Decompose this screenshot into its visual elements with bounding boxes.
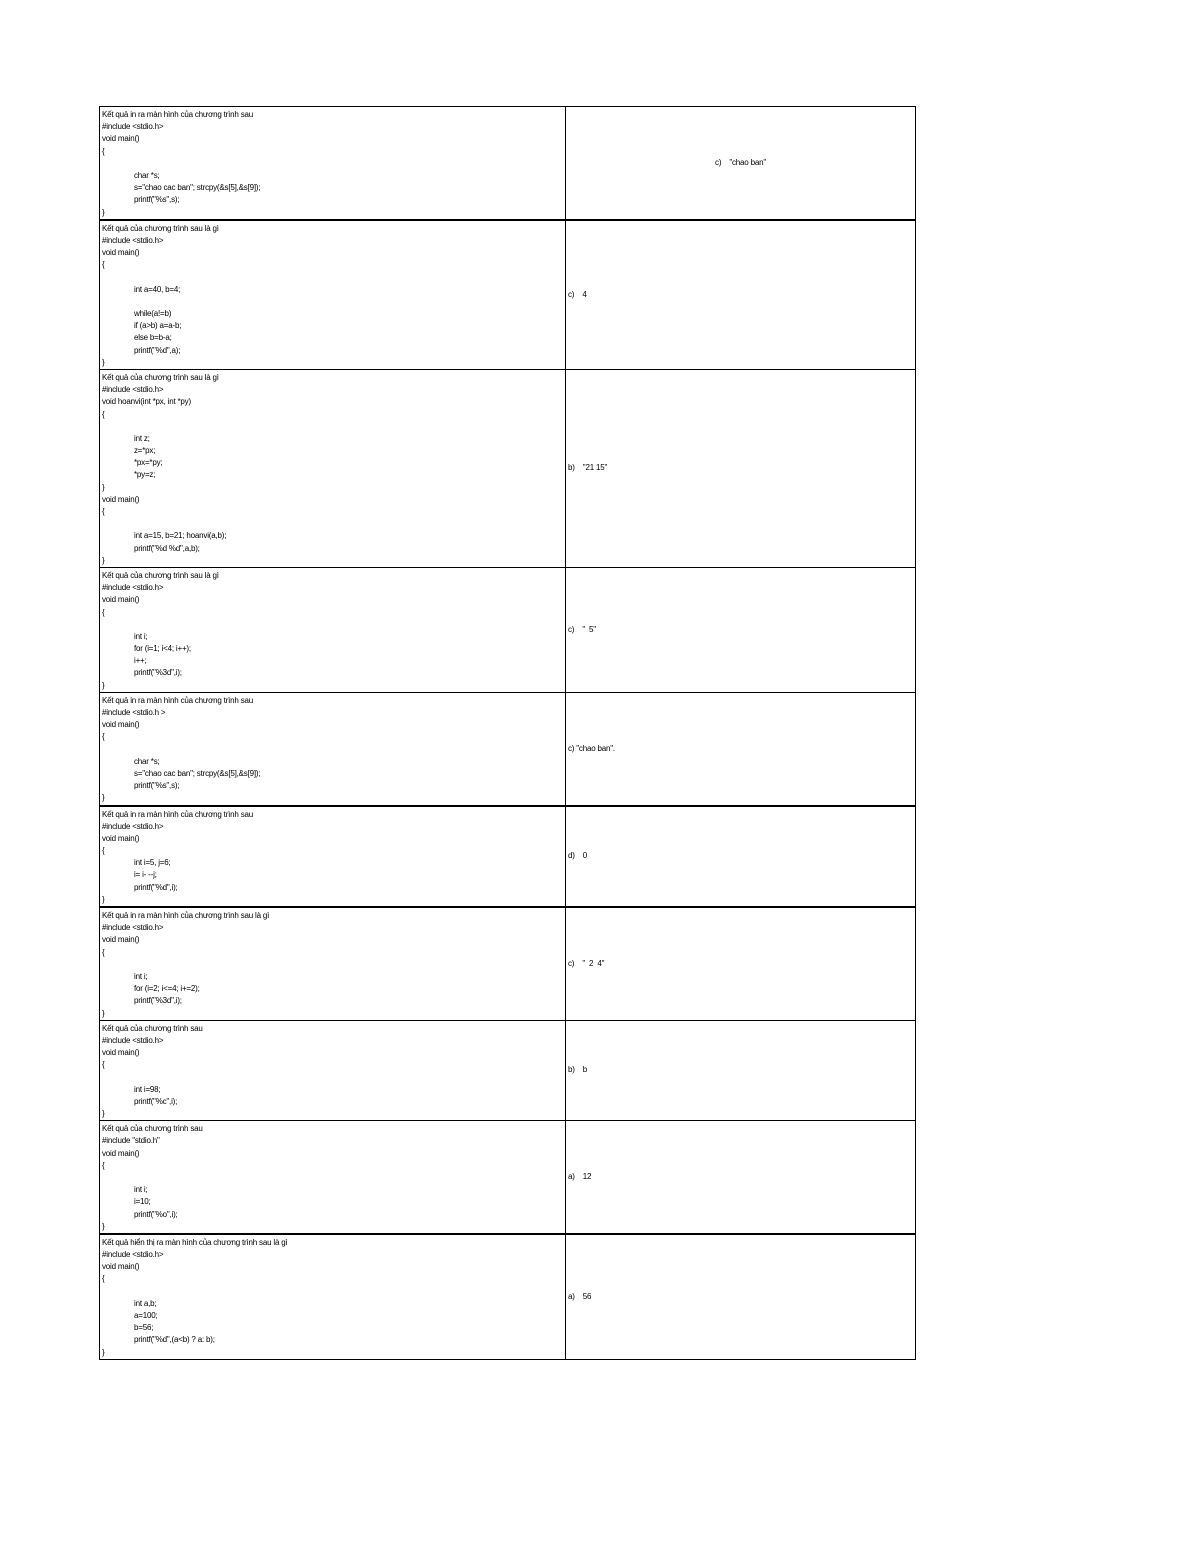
question-cell [100,220,566,370]
code-line: void main() [102,134,140,144]
code-line: { [102,507,105,516]
code-block [100,1235,565,1359]
code-block [100,568,565,692]
code-block [100,107,565,219]
code-line: } [102,357,105,367]
question-row [100,907,916,1020]
code-line: } [102,1221,105,1231]
question-cell [100,107,566,220]
question-row [100,567,916,692]
code-line: void main() [102,1262,140,1272]
question-row [100,1234,916,1359]
code-line: } [102,1347,105,1357]
question-title: Kết quả in ra màn hình của chương trình sau [102,110,253,119]
code-line: printf("%o",i); [134,1209,178,1219]
question-row [100,1020,916,1121]
question-cell [100,806,566,908]
code-line: i++; [134,656,147,666]
code-line: } [102,1008,105,1018]
code-line: } [102,555,105,565]
question-title: Kết quả của chương trình sau là gì [102,372,219,382]
answer-text: a) 56 [568,1291,592,1301]
code-line: else b=b-a; [134,333,172,343]
code-line: #include <stdio.h> [102,1250,164,1260]
question-cell [100,1020,566,1121]
question-title: Kết quả in ra màn hình của chương trình sau [102,809,253,819]
code-block [100,693,565,805]
code-line: { [102,607,105,617]
code-line: for (i=1; i<4; i++); [134,644,191,654]
code-line: int i; [134,1185,148,1195]
question-row [100,1121,916,1234]
code-line [102,158,563,170]
code-line: *px=*py; [134,458,163,468]
question-cell [100,567,566,692]
code-line: int i=5, j=6; [134,858,171,868]
code-line: int i; [134,971,148,981]
question-cell [100,369,566,567]
answer-cell [566,907,916,1020]
code-line: { [102,732,105,742]
code-line: #include <stdio.h > [102,708,166,717]
code-line: } [102,680,105,690]
code-block [100,1021,565,1121]
answer-text: c) " 5" [568,624,596,634]
question-row [100,806,916,908]
code-line: i= i- --j; [134,870,157,880]
answer-text: c) 4 [568,289,587,299]
code-line: { [102,1160,105,1170]
question-title: Kết quả của chương trình sau là gì [102,223,219,233]
code-line: } [102,1109,105,1118]
code-line: printf("%s",s); [134,195,180,205]
code-line: printf("%3d",i); [134,668,182,678]
code-line: { [102,1274,105,1284]
code-line: while(a!=b) [134,309,172,318]
code-line: for (i=2; i<=4; i+=2); [134,984,200,994]
code-line: { [102,260,105,270]
question-row [100,369,916,567]
code-line: #include <stdio.h> [102,235,164,245]
answer-text: d) 0 [568,851,588,861]
code-line: } [102,793,105,803]
code-line: void main() [102,1048,140,1058]
question-cell [100,1234,566,1359]
code-line: { [102,947,105,957]
code-line: int a=15, b=21; hoanvi(a,b); [134,531,227,541]
answer-text: c) "chao ban" [715,157,766,167]
question-row [100,692,916,805]
code-line: void main() [102,494,140,504]
code-line: printf("%d",(a<b) ? a: b); [134,1335,215,1345]
question-title: Kết quả của chương trình sau [102,1124,203,1134]
code-line [102,1286,563,1298]
code-line: #include "stdio.h" [102,1136,160,1146]
code-line: printf("%d %d",a,b); [134,543,200,553]
code-block [100,370,565,567]
code-line: void main() [102,935,140,945]
code-block [100,807,565,907]
code-line: } [102,482,105,492]
code-line [102,518,563,530]
question-title: Kết quả của chương trình sau [102,1023,203,1033]
code-line: #include <stdio.h> [102,122,164,132]
code-line: *py=z; [134,470,156,480]
question-cell [100,907,566,1020]
question-title: Kết quả in ra màn hình của chương trình sau [102,695,253,705]
question-row [100,107,916,220]
code-line: int z; [134,433,150,443]
question-cell [100,1121,566,1234]
code-line: char *s; [134,756,160,766]
code-line: if (a>b) a=a-b; [134,321,182,331]
code-line: z=*px; [134,446,156,456]
answer-cell [566,1234,916,1359]
answer-text: c) " 2 4" [568,958,605,968]
answer-text: b) "21 15" [568,463,608,473]
answer-cell [566,567,916,692]
answer-cell [566,220,916,370]
code-line: void main() [102,1148,140,1158]
question-title: Kết quả của chương trình sau là gì [102,570,219,580]
code-line: void hoanvi(int *px, int *py) [102,397,191,407]
code-line [102,421,563,433]
code-line [102,1071,563,1083]
code-line: void main() [102,595,140,605]
code-line: } [102,207,105,217]
code-line [102,744,563,756]
code-line: printf("%3d",i); [134,996,182,1006]
code-line: { [102,409,105,419]
question-title: Kết quả hiển thị ra màn hình của chương trình sau là gì [102,1237,288,1247]
code-line: s="chao cac ban"; strcpy(&s[5],&s[9]); [134,768,261,778]
code-line [102,296,563,308]
code-line: printf("%d",i); [134,882,178,892]
code-line: void main() [102,248,140,258]
code-line: #include <stdio.h> [102,583,164,593]
code-line [102,1172,563,1184]
answer-text: b) b [568,1065,588,1075]
answer-cell [566,107,916,220]
question-row [100,220,916,370]
code-line [102,271,563,283]
code-line: { [102,1060,105,1070]
code-line: #include <stdio.h> [102,821,164,831]
answer-cell [566,806,916,908]
code-line: int a=40, b=4; [134,284,181,294]
code-line: #include <stdio.h> [102,923,164,933]
answer-cell [566,1020,916,1121]
code-line: char *s; [134,170,160,180]
answer-text: c) "chao ban". [568,743,615,753]
code-line: void main() [102,720,140,730]
code-line: #include <stdio.h> [102,385,164,395]
code-block [100,908,565,1020]
answer-cell [566,369,916,567]
code-line: printf("%s",s); [134,781,180,791]
quiz-table [99,106,916,1360]
question-title: Kết quả in ra màn hình của chương trình sau là gì [102,911,270,920]
code-line: int i; [134,631,148,641]
code-line: { [102,846,105,856]
answer-text: a) 12 [568,1172,592,1182]
code-line: #include <stdio.h> [102,1035,164,1045]
code-line: i=10; [134,1197,151,1207]
quiz-rows [100,107,916,1360]
code-line: { [102,146,105,156]
code-line [102,619,563,631]
code-line: printf("%c",i); [134,1096,178,1106]
code-line: printf("%d",a); [134,345,181,355]
code-line: s="chao cac ban"; strcpy(&s[5],&s[9]); [134,183,261,193]
code-line: b=56; [134,1323,154,1333]
code-line: } [102,894,105,904]
answer-cell [566,1121,916,1234]
code-line: int a,b; [134,1298,157,1308]
code-line [102,959,563,971]
code-block [100,1121,565,1233]
code-line: int i=98; [134,1084,161,1094]
code-block [100,221,565,369]
answer-cell [566,692,916,805]
code-line: void main() [102,833,140,843]
question-cell [100,692,566,805]
code-line: a=100; [134,1311,158,1320]
